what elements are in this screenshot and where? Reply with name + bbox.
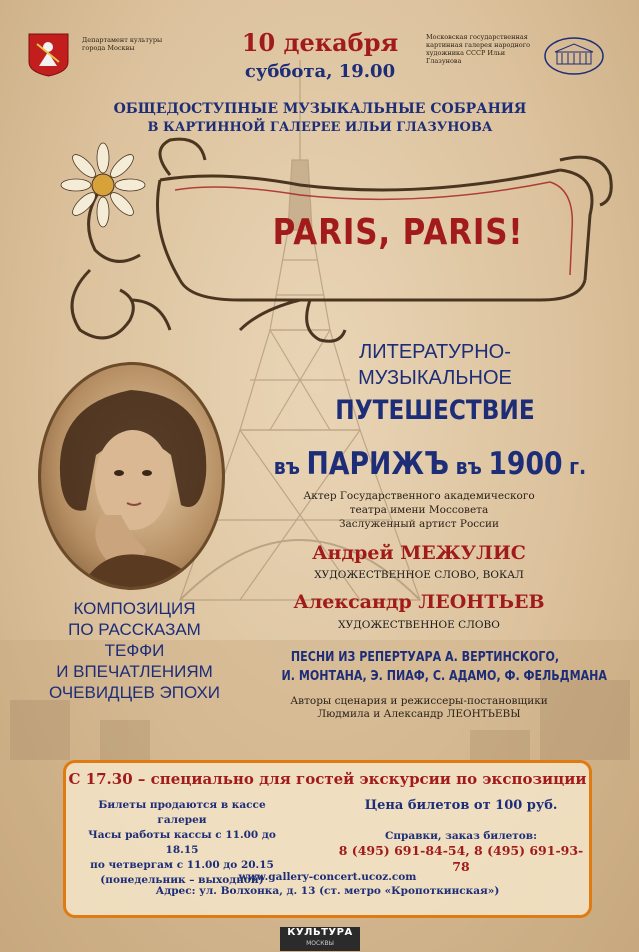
series-title-line1: ОБЩЕДОСТУПНЫЕ МУЗЫКАЛЬНЫЕ СОБРАНИЯ	[113, 101, 527, 117]
gallery-label: Московская государственная картинная галерея народного художника СССР Ильи Глазунова	[426, 33, 531, 65]
tickets-line3: по четвергам с 11.00 до 20.15	[90, 859, 274, 871]
authors-line2: Людмила и Александр ЛЕОНТЬЕВЫ	[317, 708, 521, 720]
kultura-moscow-logo	[280, 927, 360, 951]
inquiries-label: Справки, заказ билетов:	[385, 830, 537, 842]
subtitle-suffix: г.	[562, 455, 587, 480]
subtitle-pre1: въ	[273, 455, 307, 480]
authors-block	[268, 695, 570, 721]
actor-line2: театра имени Моссовета	[349, 504, 489, 516]
subtitle-journey: ПУТЕШЕСТВИЕ	[335, 395, 535, 426]
songs-line2: И. МОНТАНА, Э. ПИАФ, С. АДАМО, Ф. ФЕЛЬДМАНА	[281, 668, 608, 684]
logo-main: КУЛЬТУРА	[287, 927, 353, 938]
subtitle-pre2: въ	[449, 455, 489, 480]
event-time: суббота, 19.00	[244, 61, 396, 82]
composition-line1: КОМПОЗИЦИЯ	[73, 599, 196, 618]
portrait-woman-illustration	[41, 365, 222, 587]
composition-block	[22, 598, 247, 703]
performer-role-1: ХУДОЖЕСТВЕННОЕ СЛОВО, ВОКАЛ	[314, 569, 524, 581]
series-title-line2: В КАРТИННОЙ ГАЛЕРЕЕ ИЛЬИ ГЛАЗУНОВА	[147, 120, 493, 135]
tickets-line2: Часы работы кассы с 11.00 до 18.15	[88, 829, 276, 856]
performer-name-2: Александр ЛЕОНТЬЕВ	[293, 591, 545, 613]
performer-role-2: ХУДОЖЕСТВЕННОЕ СЛОВО	[338, 619, 500, 631]
composition-line3: ТЕФФИ	[104, 641, 165, 660]
subtitle-paris-1900	[249, 444, 610, 489]
subtitle-line2: МУЗЫКАЛЬНОЕ	[358, 367, 512, 389]
portrait-photo	[41, 365, 222, 587]
department-label: Департамент культуры города Москвы	[82, 36, 163, 52]
info-headline: С 17.30 – специально для гостей экскурсии по экспозиции	[68, 770, 587, 788]
ticket-price: Цена билетов от 100 руб.	[364, 798, 558, 813]
performer-name-1: Андрей МЕЖУЛИС	[312, 542, 526, 564]
subtitle-paris: ПАРИЖЪ	[306, 446, 450, 482]
tickets-line1: Билеты продаются в кассе галереи	[98, 799, 266, 826]
info-box	[63, 760, 592, 918]
daisy-flower-ornament	[58, 140, 148, 230]
address: Адрес: ул. Волхонка, д. 13 (ст. метро «Кропоткинская»)	[155, 885, 500, 897]
authors-line1: Авторы сценария и режиссеры-постановщики	[290, 695, 548, 707]
logo-sub: МОСКВЫ	[306, 940, 334, 947]
event-date: 10 декабря	[241, 28, 399, 57]
subtitle-line1: ЛИТЕРАТУРНО-	[359, 341, 511, 363]
subtitle-year: 1900	[488, 446, 563, 482]
tickets-line4: (понедельник – выходной)	[100, 874, 264, 886]
actor-line1: Актер Государственного академического	[303, 490, 535, 502]
main-title: PARIS, PARIS!	[272, 212, 524, 253]
actor-credentials	[268, 489, 570, 531]
website-link[interactable]: www.gallery-concert.ucoz.com	[238, 871, 417, 883]
songs-line1: ПЕСНИ ИЗ РЕПЕРТУАРА А. ВЕРТИНСКОГО,	[290, 649, 560, 665]
phone-numbers[interactable]: 8 (495) 691-84-54, 8 (495) 691-93-78	[338, 843, 584, 874]
composition-line2: ПО РАССКАЗАМ	[68, 620, 201, 639]
composition-line4: И ВПЕЧАТЛЕНИЯМ	[56, 662, 213, 681]
actor-line3: Заслуженный артист России	[338, 518, 500, 530]
composition-line5: ОЧЕВИДЦЕВ ЭПОХИ	[48, 683, 221, 702]
portrait-frame	[38, 362, 225, 590]
